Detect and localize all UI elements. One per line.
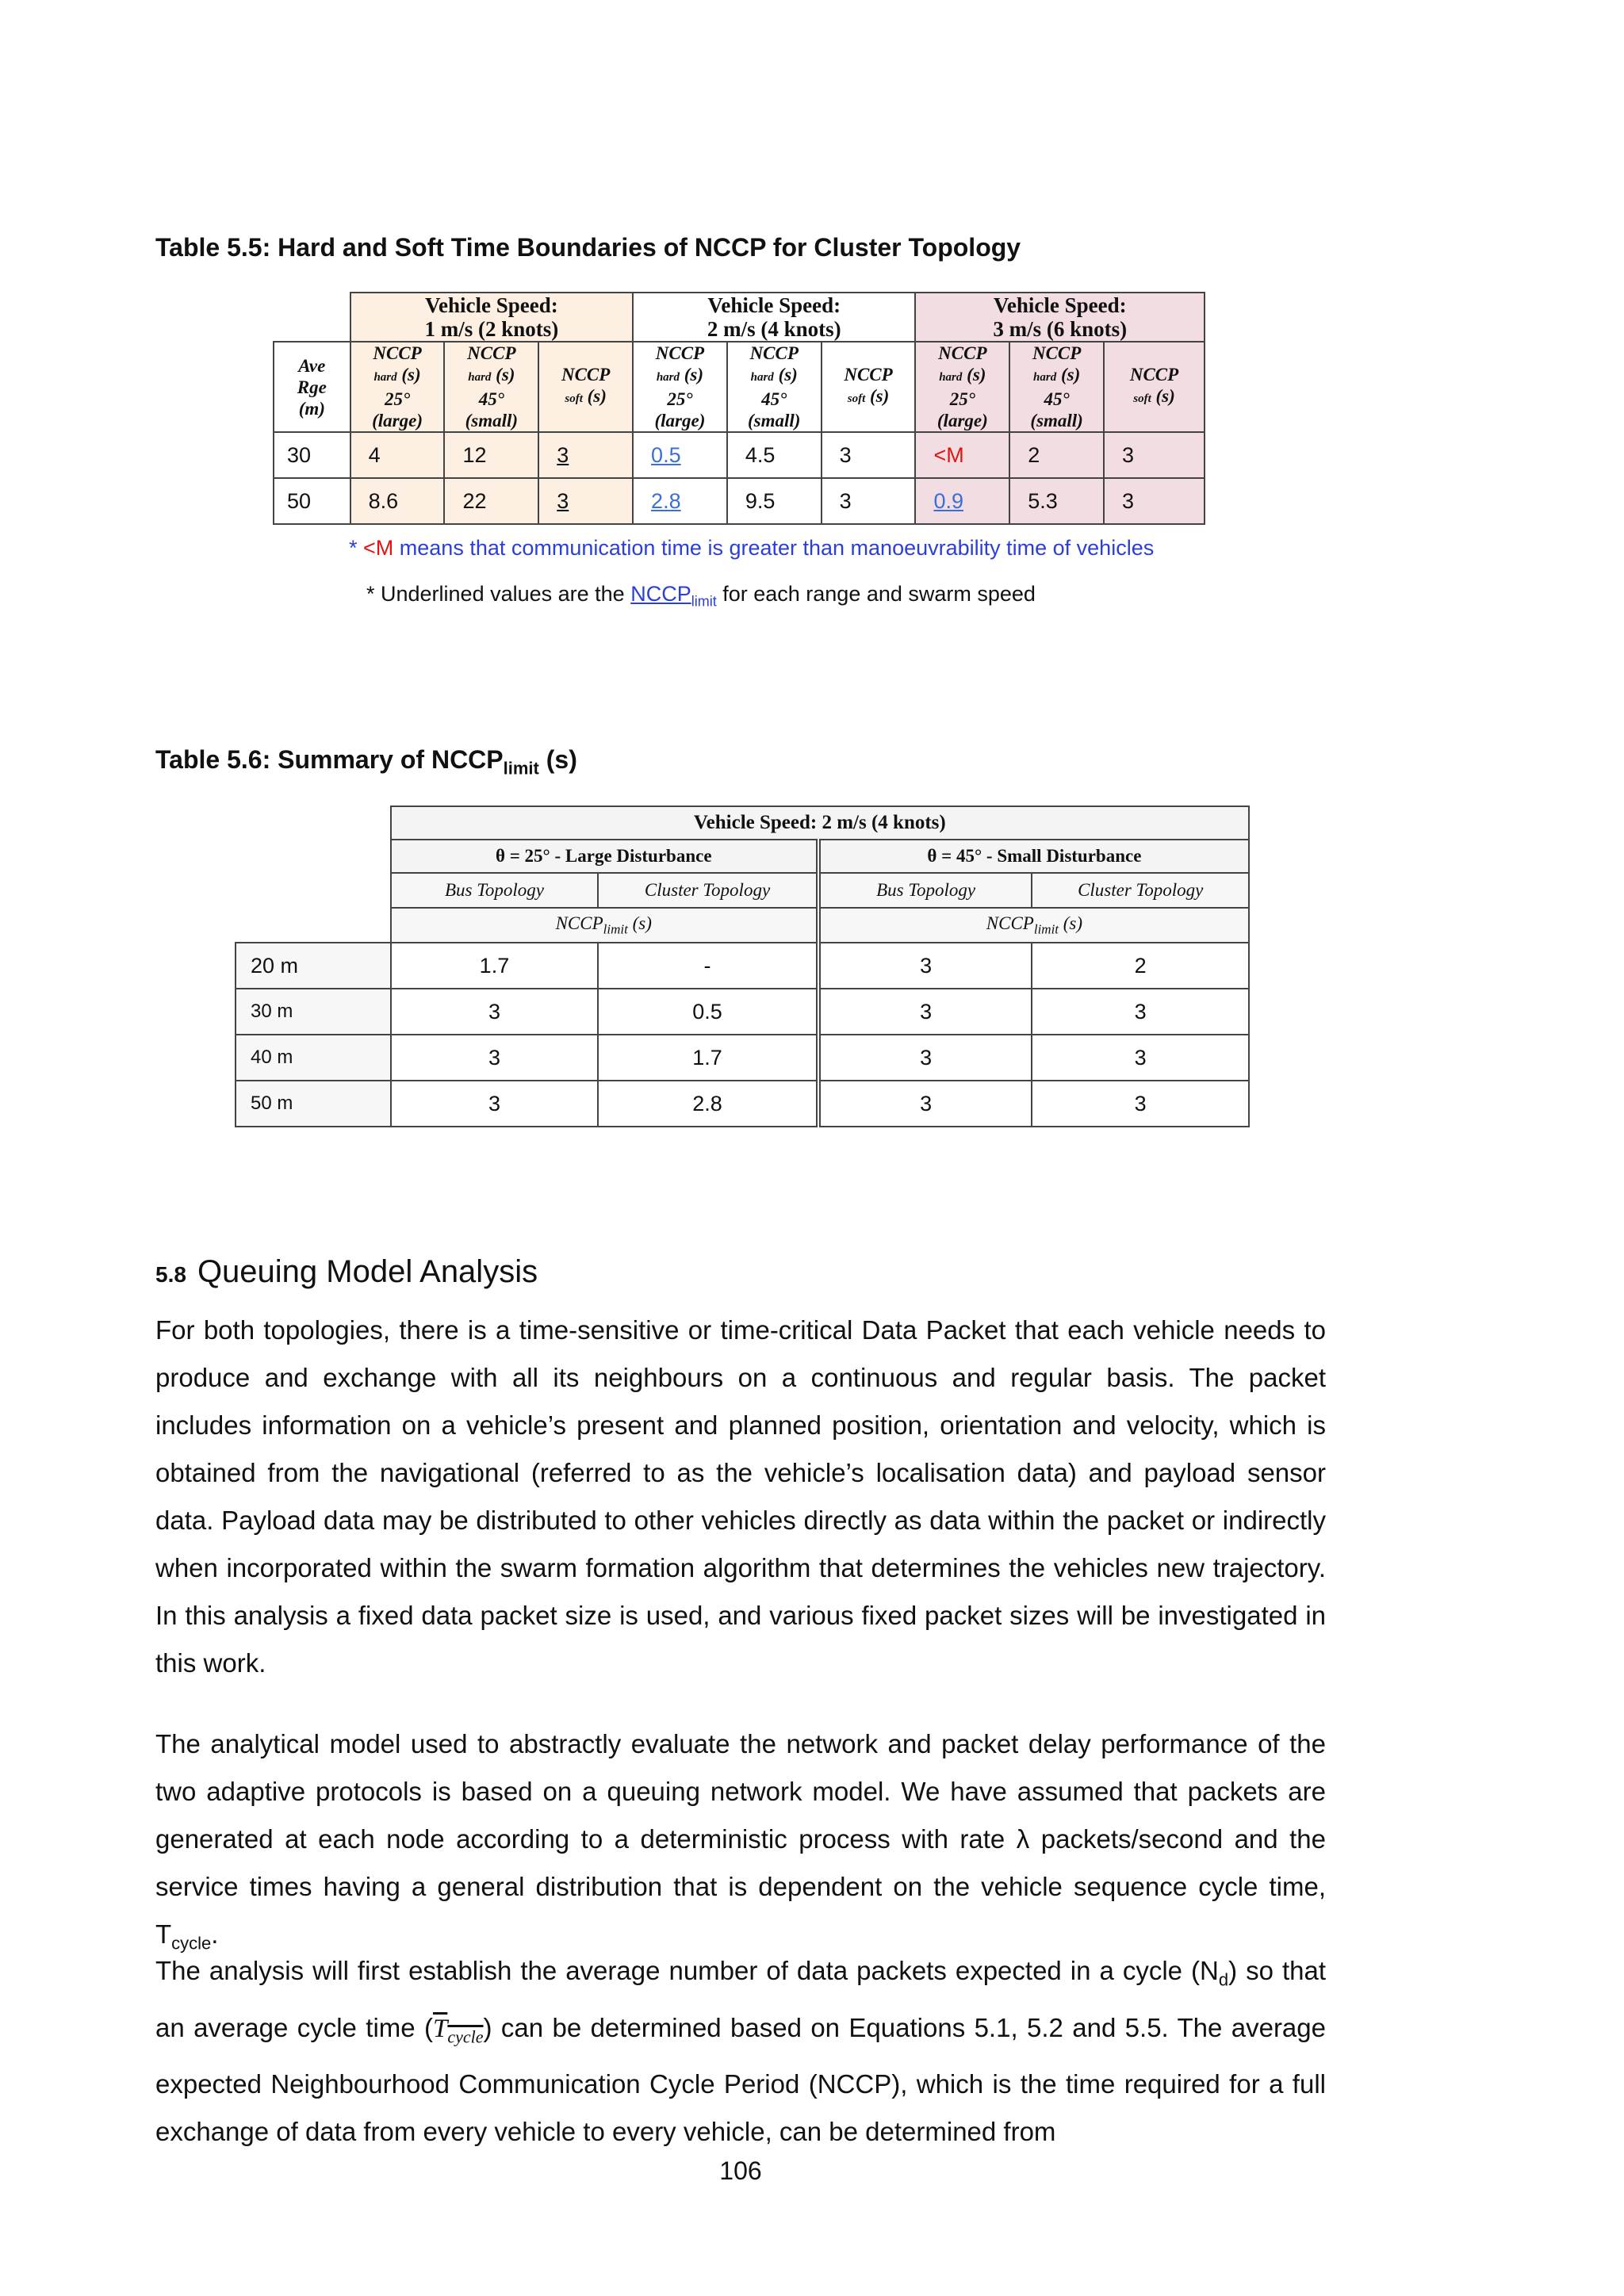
nccp-limit-header: $NCCP_{limit}$ (s) bbox=[818, 908, 1249, 943]
value-cell: 3 bbox=[818, 943, 1032, 989]
table-row bbox=[236, 1035, 1249, 1081]
value-cell: 0.5 bbox=[633, 432, 727, 478]
value-cell: 3 bbox=[818, 1081, 1032, 1127]
value-cell: 3 bbox=[391, 1035, 599, 1081]
section-heading: 5.8 Queuing Model Analysis bbox=[155, 1254, 538, 1289]
range-cell: 50 bbox=[274, 478, 350, 524]
range-cell: 30 m bbox=[236, 989, 391, 1035]
value-cell: 3 bbox=[822, 432, 916, 478]
value-cell: 8.6 bbox=[350, 478, 445, 524]
cluster-topology-header: Cluster Topology bbox=[1032, 873, 1249, 908]
cluster-topology-header: Cluster Topology bbox=[598, 873, 818, 908]
row-header-label: Ave Rge (m) bbox=[274, 342, 350, 432]
table-row bbox=[274, 478, 1205, 524]
value-cell: 5.3 bbox=[1009, 478, 1104, 524]
value-cell: 3 bbox=[391, 1081, 599, 1127]
col-hard-45: NCCP hard (s) 45° (small) bbox=[727, 342, 822, 432]
value-cell: - bbox=[598, 943, 818, 989]
range-cell: 30 bbox=[274, 432, 350, 478]
speed-header: Vehicle Speed: 2 m/s (4 knots) bbox=[391, 806, 1249, 840]
value-cell: 3 bbox=[1032, 1081, 1249, 1127]
value-cell: 3 bbox=[1032, 1035, 1249, 1081]
table56-caption: Table 5.6: Summary of $NCCP_{limit}$ (s) bbox=[155, 745, 577, 779]
paragraph-3: The analysis will first establish the average number of data packets expected in a cycle $(N_d)$ so that an average cycle time $(T_{cycle})$ can be determined based on Equations 5.1, 5.2 and 5.5. The average expected Neighbourhood Communication Cycle Period (NCCP), which is the time required for a full exchange of data from every vehicle to every vehicle, can be determined from bbox=[155, 1956, 1326, 2147]
table55-note-2: * Underlined values are the $NCCP_{limit}$ for each range and swarm speed bbox=[366, 582, 1036, 610]
speed-group-1: Vehicle Speed: 1 m/s (2 knots) bbox=[350, 293, 633, 342]
value-cell: 3 bbox=[538, 478, 633, 524]
nccp-limit-link[interactable]: $NCCP_{limit}$ bbox=[630, 582, 717, 610]
value-cell: 1.7 bbox=[391, 943, 599, 989]
large-disturbance-header: θ = 25° - Large Disturbance bbox=[391, 840, 818, 873]
value-cell: 3 bbox=[1104, 432, 1205, 478]
table56 bbox=[235, 806, 1250, 1127]
value-cell: 0.5 bbox=[598, 989, 818, 1035]
bus-topology-header: Bus Topology bbox=[391, 873, 599, 908]
value-cell: 4.5 bbox=[727, 432, 822, 478]
value-cell: 3 bbox=[1032, 989, 1249, 1035]
table55-note-1: * <M means that communication time is greater than manoeuvrability time of vehicles bbox=[349, 536, 1155, 560]
col-hard-25: NCCP hard (s) 25° (large) bbox=[350, 342, 445, 432]
value-cell: 2.8 bbox=[633, 478, 727, 524]
paragraph-2: The analytical model used to abstractly evaluate the network and packet delay performance of the two adaptive protocols is based on a queuing network model. We have assumed that packets are generated at each node according to a deterministic process with rate λ packets/second and the service times having a general distribution that is dependent on the vehicle sequence cycle time, $T_{cycle}$. bbox=[155, 1729, 1326, 1954]
value-cell: 9.5 bbox=[727, 478, 822, 524]
range-cell: 40 m bbox=[236, 1035, 391, 1081]
col-hard-45: NCCP hard (s) 45° (small) bbox=[444, 342, 538, 432]
value-cell: 3 bbox=[818, 1035, 1032, 1081]
col-hard-25: NCCP hard (s) 25° (large) bbox=[633, 342, 727, 432]
value-cell: 1.7 bbox=[598, 1035, 818, 1081]
col-soft: NCCP soft (s) bbox=[1104, 342, 1205, 432]
table55-caption: Table 5.5: Hard and Soft Time Boundaries of NCCP for Cluster Topology bbox=[155, 233, 1021, 262]
table55 bbox=[273, 292, 1205, 525]
value-cell: 2 bbox=[1009, 432, 1104, 478]
col-hard-25: NCCP hard (s) 25° (large) bbox=[915, 342, 1009, 432]
range-cell: 50 m bbox=[236, 1081, 391, 1127]
bus-topology-header: Bus Topology bbox=[818, 873, 1032, 908]
value-cell: 3 bbox=[822, 478, 916, 524]
value-cell: 3 bbox=[1104, 478, 1205, 524]
value-cell: 3 bbox=[391, 989, 599, 1035]
table-row bbox=[236, 989, 1249, 1035]
col-soft: NCCP soft (s) bbox=[822, 342, 916, 432]
table-row bbox=[274, 432, 1205, 478]
value-cell: 22 bbox=[444, 478, 538, 524]
small-disturbance-header: θ = 45° - Small Disturbance bbox=[818, 840, 1249, 873]
value-cell: <M bbox=[915, 432, 1009, 478]
speed-group-3: Vehicle Speed: 3 m/s (6 knots) bbox=[915, 293, 1205, 342]
value-cell: 12 bbox=[444, 432, 538, 478]
col-hard-45: NCCP hard (s) 45° (small) bbox=[1009, 342, 1104, 432]
speed-group-2: Vehicle Speed: 2 m/s (4 knots) bbox=[633, 293, 915, 342]
value-cell: 4 bbox=[350, 432, 445, 478]
value-cell: 2 bbox=[1032, 943, 1249, 989]
value-cell: 0.9 bbox=[915, 478, 1009, 524]
value-cell: 3 bbox=[818, 989, 1032, 1035]
paragraph-1: For both topologies, there is a time-sensitive or time-critical Data Packet that each vehicle needs to produce and exchange with all its neighbours on a continuous and regular basis. The packet includes information on a vehicle’s present and planned position, orientation and velocity, which is obtained from the navigational (referred to as the vehicle’s localisation data) and payload sensor data. Payload data may be distributed to other vehicles directly as data within the packet or indirectly when incorporated within the swarm formation algorithm that determines the vehicles new trajectory. In this analysis a fixed data packet size is used, and various fixed packet sizes will be investigated in this work. bbox=[155, 1315, 1326, 1678]
table-row bbox=[236, 943, 1249, 989]
table-row bbox=[236, 1081, 1249, 1127]
col-soft: NCCP soft (s) bbox=[538, 342, 633, 432]
page-number: 106 bbox=[719, 2156, 762, 2185]
range-cell: 20 m bbox=[236, 943, 391, 989]
nccp-limit-header: $NCCP_{limit}$ (s) bbox=[391, 908, 818, 943]
value-cell: 2.8 bbox=[598, 1081, 818, 1127]
value-cell: 3 bbox=[538, 432, 633, 478]
